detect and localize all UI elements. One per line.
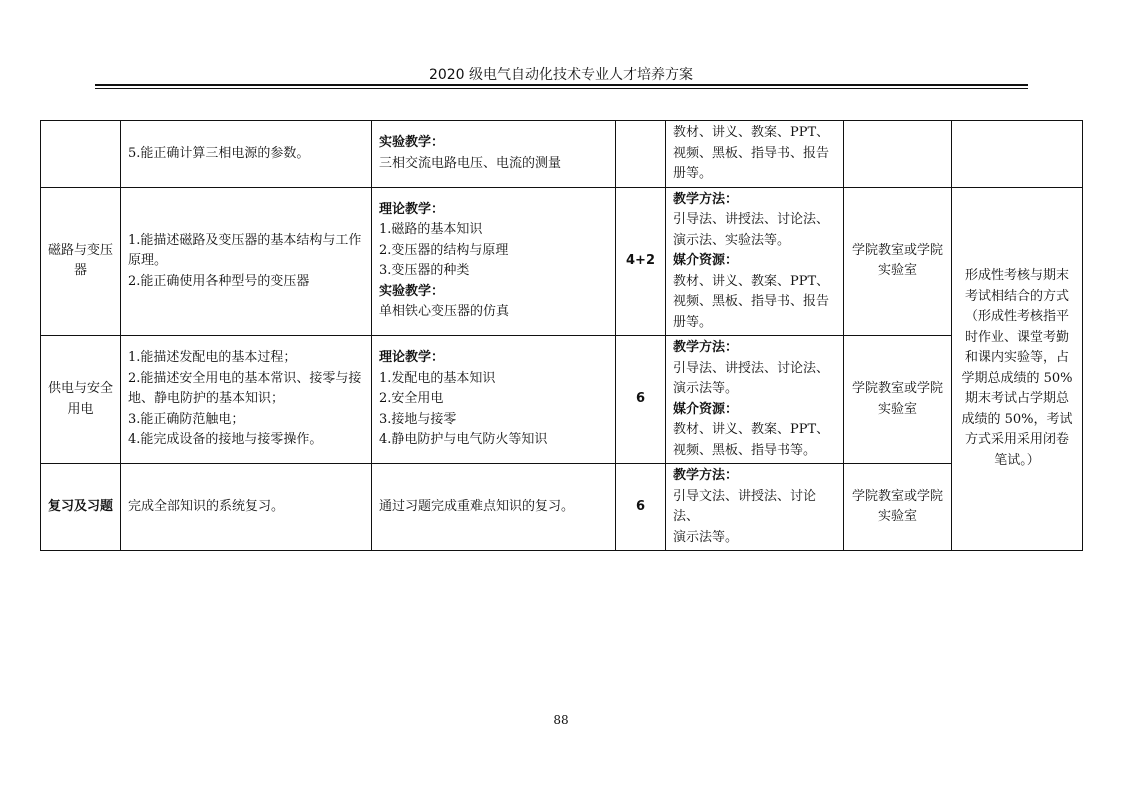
methods-label: 教学方法： bbox=[673, 340, 739, 355]
method-line: 引导法、讲授法、讨论法、 bbox=[673, 212, 830, 227]
unit-cell: 磁路与变压器 bbox=[41, 187, 121, 336]
table-row bbox=[41, 336, 1083, 464]
methods-cell bbox=[666, 121, 844, 188]
method-line: 引导文法、讲授法、讨论法、 bbox=[673, 488, 817, 524]
content-line: 3.接地与接零 bbox=[379, 411, 457, 427]
venue-cell: 学院教室或学院实验室 bbox=[844, 187, 952, 336]
media-line: 视频、黑板、指导书、报告 bbox=[673, 294, 830, 309]
unit-cell: 供电与安全用电 bbox=[41, 336, 121, 464]
unit-cell bbox=[41, 121, 121, 188]
content-label: 实验教学： bbox=[379, 135, 445, 151]
method-line: 演示法、实验法等。 bbox=[673, 232, 791, 248]
table-row bbox=[41, 187, 1083, 336]
methods-cell bbox=[666, 464, 844, 551]
hours-cell: 4+2 bbox=[616, 187, 666, 336]
assessment-cell: 形成性考核与期末考试相结合的方式（形成性考核指平时作业、课堂考勤和课内实验等，占学期总成绩的 50% 期末考试占学期总成绩的 50%，考试方式采用采用闭卷笔试。） bbox=[952, 187, 1083, 551]
goal-line: 1.能描述发配电的基本过程； bbox=[128, 350, 297, 366]
hours-cell: 6 bbox=[616, 464, 666, 551]
methods-label: 教学方法： bbox=[673, 191, 739, 207]
content-line: 单相铁心变压器的仿真 bbox=[379, 304, 510, 320]
content-label: 理论教学： bbox=[379, 201, 445, 217]
methods-label: 教学方法： bbox=[673, 468, 739, 483]
hours-cell: 6 bbox=[616, 336, 666, 464]
method-line: 视频、黑板、指导书、报告 bbox=[673, 145, 830, 161]
content-line: 1.发配电的基本知识 bbox=[379, 370, 496, 386]
media-label: 媒介资源： bbox=[673, 253, 739, 268]
media-line: 视频、黑板、指导书等。 bbox=[673, 442, 817, 458]
method-line: 教材、讲义、教案、PPT、 bbox=[673, 125, 830, 140]
venue-cell bbox=[844, 121, 952, 188]
table-row bbox=[41, 121, 1083, 188]
content-cell bbox=[372, 187, 616, 336]
content-line: 2.变压器的结构与原理 bbox=[379, 242, 509, 258]
assessment-cell-top bbox=[952, 121, 1083, 188]
content-line: 1.磁路的基本知识 bbox=[379, 222, 483, 238]
methods-cell bbox=[666, 187, 844, 336]
header-rule-thin bbox=[95, 88, 1028, 89]
method-line: 册等。 bbox=[673, 166, 713, 181]
content-cell bbox=[372, 336, 616, 464]
content-line: 4.静电防护与电气防火等知识 bbox=[379, 432, 548, 448]
content-line: 三相交流电路电压、电流的测量 bbox=[379, 155, 562, 171]
goals-cell bbox=[121, 121, 372, 188]
method-line: 引导法、讲授法、讨论法、 bbox=[673, 360, 830, 376]
goals-cell bbox=[121, 464, 372, 551]
goal-line: 5.能正确计算三相电源的参数。 bbox=[128, 145, 310, 161]
content-line: 通过习题完成重难点知识的复习。 bbox=[379, 498, 575, 514]
unit-cell: 复习及习题 bbox=[41, 464, 121, 551]
table-row bbox=[41, 464, 1083, 551]
curriculum-table bbox=[40, 120, 1083, 551]
goal-line: 1.能描述磁路及变压器的基本结构与工作原理。 bbox=[128, 232, 362, 268]
goals-cell bbox=[121, 336, 372, 464]
content-cell bbox=[372, 121, 616, 188]
media-label: 媒介资源： bbox=[673, 401, 739, 417]
header-rule-thick bbox=[95, 84, 1028, 86]
method-line: 演示法等。 bbox=[673, 381, 739, 396]
content-cell bbox=[372, 464, 616, 551]
venue-cell: 学院教室或学院实验室 bbox=[844, 464, 952, 551]
media-line: 教材、讲义、教案、PPT、 bbox=[673, 273, 830, 289]
hours-cell bbox=[616, 121, 666, 188]
goal-line: 4.能完成设备的接地与接零操作。 bbox=[128, 432, 323, 448]
goal-line: 完成全部知识的系统复习。 bbox=[128, 498, 285, 514]
media-line: 册等。 bbox=[673, 314, 713, 330]
content-label: 实验教学： bbox=[379, 283, 445, 299]
content-label: 理论教学： bbox=[379, 350, 445, 366]
venue-cell: 学院教室或学院实验室 bbox=[844, 336, 952, 464]
content-line: 3.变压器的种类 bbox=[379, 263, 470, 279]
document-header: 2020 级电气自动化技术专业人才培养方案 bbox=[428, 67, 694, 83]
goal-line: 3.能正确防范触电； bbox=[128, 411, 245, 427]
content-line: 2.安全用电 bbox=[379, 391, 444, 407]
method-line: 演示法等。 bbox=[673, 529, 739, 545]
goal-line: 2.能正确使用各种型号的变压器 bbox=[128, 273, 310, 289]
methods-cell bbox=[666, 336, 844, 464]
goal-line: 2.能描述安全用电的基本常识、接零与接地、静电防护的基本知识； bbox=[128, 370, 362, 407]
goals-cell bbox=[121, 187, 372, 336]
media-line: 教材、讲义、教案、PPT、 bbox=[673, 422, 830, 437]
page-number: 88 bbox=[553, 713, 569, 727]
